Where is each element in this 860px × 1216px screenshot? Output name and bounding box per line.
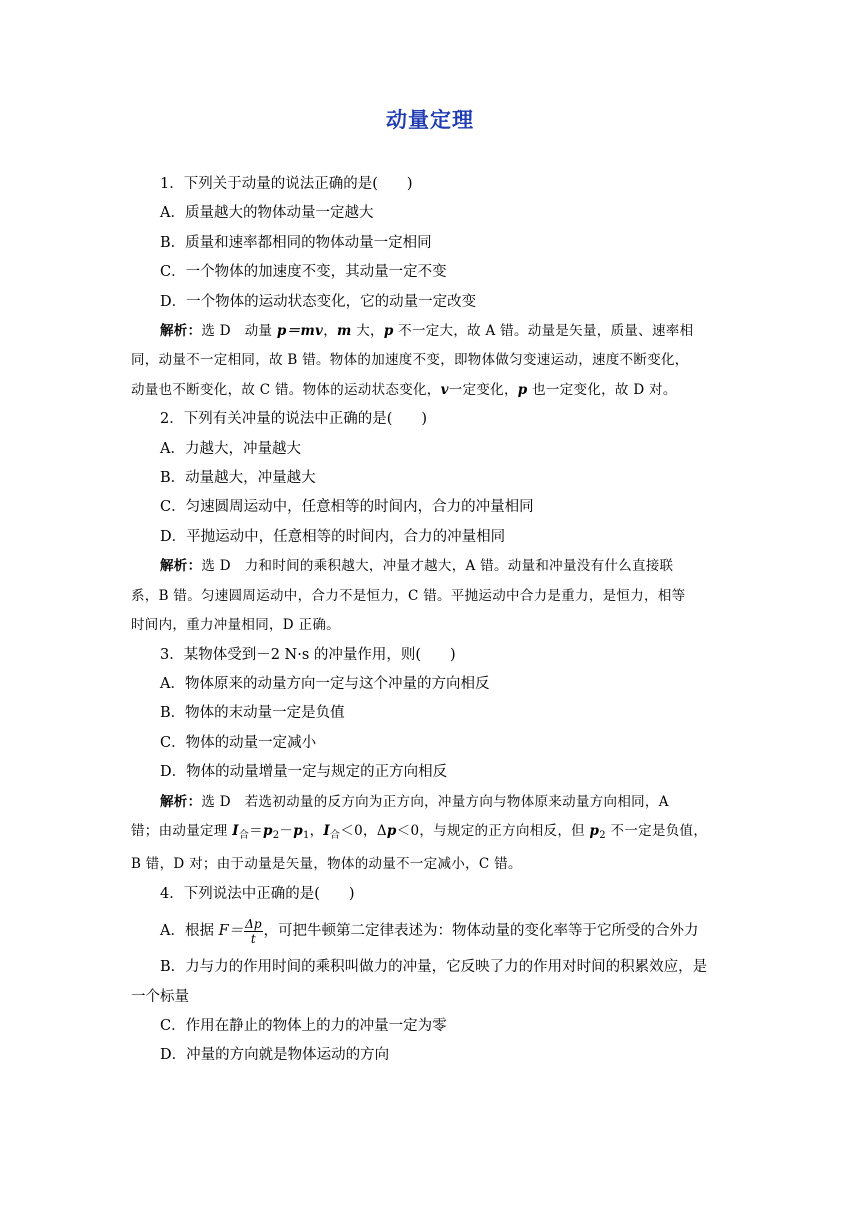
explanation-label: 解析： <box>160 793 202 810</box>
question-4-option-b-line-2: 一个标量 <box>131 988 189 1005</box>
question-1-option-d: D．一个物体的运动状态变化，它的动量一定改变 <box>160 293 477 310</box>
question-3-explanation-line-1 <box>131 788 735 817</box>
question-4-option-b-line-1: B．力与力的作用时间的乘积叫做力的冲量，它反映了力的作用对时间的积累效应，是 <box>160 959 708 976</box>
subscript-he: 合 <box>238 829 250 841</box>
symbol-I: I <box>232 822 239 839</box>
explanation-text: － <box>279 822 294 839</box>
option-text: A．根据 <box>160 923 219 940</box>
subscript-2: 2 <box>272 829 280 841</box>
question-3-option-b: B．物体的末动量一定是负值 <box>160 705 345 722</box>
question-2-explanation-line-2: 系，B 错。匀速圆周运动中，合力不是恒力，C 错。平抛运动中合力是重力，是恒力，相等 <box>131 587 686 604</box>
subscript-he: 合 <box>330 829 341 841</box>
explanation-text: 不一定是负值， <box>605 822 708 839</box>
explanation-text: 也一定变化，故 D 对。 <box>527 381 677 398</box>
explanation-label: 解析： <box>160 558 202 575</box>
question-1-explanation-line-3 <box>131 376 735 405</box>
question-2-option-d: D．平抛运动中，任意相等的时间内，合力的冲量相同 <box>160 528 506 545</box>
explanation-text: ＜0，Δ <box>340 822 387 839</box>
explanation-answer: 选 D <box>201 323 231 340</box>
question-2-option-a: A．力越大，冲量越大 <box>160 440 301 457</box>
explanation-text: 若选初动量的反方向为正方向，冲量方向与物体原来动量方向相同，A <box>230 793 669 810</box>
explanation-text: ＝ <box>249 822 263 839</box>
question-3-option-a: A．物体原来的动量方向一定与这个冲量的方向相反 <box>160 675 490 692</box>
question-2-option-b: B．动量越大，冲量越大 <box>160 470 316 487</box>
question-1-option-a: A．质量越大的物体动量一定越大 <box>160 205 374 222</box>
question-3-stem: 3．某物体受到－2 N·s 的冲量作用，则( ) <box>160 646 456 663</box>
explanation-text: 动量也不断变化，故 C 错。物体的运动状态变化， <box>131 381 441 398</box>
symbol-m: m <box>337 323 352 340</box>
question-1-explanation-line-1 <box>131 317 735 346</box>
explanation-text: 错；由动量定理 <box>131 822 233 839</box>
question-2-explanation-line-1 <box>131 552 735 581</box>
question-4-stem: 4．下列说法中正确的是( ) <box>160 885 355 902</box>
option-text: ，可把牛顿第二定律表述为：物体动量的变化率等于它所受的合外力 <box>263 923 699 940</box>
symbol-p1: p <box>293 822 303 839</box>
symbol-p: p <box>517 381 528 398</box>
explanation-text: ， <box>323 323 338 340</box>
question-1-option-c: C．一个物体的加速度不变，其动量一定不变 <box>160 264 447 281</box>
symbol-I: I <box>323 822 331 839</box>
explanation-text: 大， <box>351 323 384 340</box>
fraction-dp-over-t <box>244 917 262 946</box>
question-4-option-a <box>131 909 735 953</box>
question-3-option-d: D．物体的动量增量一定与规定的正方向相反 <box>160 764 448 781</box>
question-3-explanation-line-2 <box>131 817 735 850</box>
question-3-option-c: C．物体的动量一定减小 <box>160 734 317 751</box>
question-4-option-c: C．作用在静止的物体上的力的冲量一定为零 <box>160 1017 447 1034</box>
question-2-option-c: C．匀速圆周运动中，任意相等的时间内，合力的冲量相同 <box>160 499 534 516</box>
document-title: 动量定理 <box>386 108 474 132</box>
subscript-2: 2 <box>599 829 606 841</box>
formula-F: F＝ <box>218 923 244 940</box>
explanation-text: 一定变化， <box>448 381 518 398</box>
symbol-v: v <box>440 381 449 398</box>
formula-p-mv: p＝mv <box>276 323 324 340</box>
explanation-answer: 选 D <box>201 558 231 575</box>
explanation-label: 解析： <box>160 323 202 340</box>
explanation-text: 不一定大，故 A 错。动量是矢量，质量、速率相 <box>393 323 694 340</box>
document-body <box>131 170 735 1071</box>
question-1-stem: 1．下列关于动量的说法正确的是( ) <box>160 176 413 192</box>
symbol-p: p <box>386 822 397 839</box>
explanation-text: 动量 <box>230 323 277 340</box>
subscript-1: 1 <box>302 829 310 841</box>
question-2-stem: 2．下列有关冲量的说法中正确的是( ) <box>160 411 428 428</box>
explanation-text: ， <box>309 822 324 839</box>
explanation-text: 力和时间的乘积越大，冲量才越大，A 错。动量和冲量没有什么直接联 <box>230 558 674 575</box>
explanation-text: ＜0，与规定的正方向相反，但 <box>396 822 590 839</box>
symbol-p: p <box>383 323 394 340</box>
fraction-denominator: t <box>250 931 256 946</box>
symbol-p2: p <box>262 822 273 839</box>
explanation-answer: 选 D <box>201 793 231 810</box>
question-3-explanation-line-3: B 错，D 对；由于动量是矢量，物体的动量不一定减小，C 错。 <box>131 856 522 873</box>
question-4-option-d: D．冲量的方向就是物体运动的方向 <box>160 1047 390 1064</box>
question-1-option-b: B．质量和速率都相同的物体动量一定相同 <box>160 234 432 251</box>
question-2-explanation-line-3: 时间内，重力冲量相同，D 正确。 <box>131 617 340 634</box>
symbol-p2: p <box>589 822 600 839</box>
question-1-explanation-line-2: 同，动量不一定相同，故 B 错。物体的加速度不变，即物体做匀变速运动，速度不断变化， <box>131 352 689 369</box>
fraction-numerator: Δp <box>245 916 262 931</box>
